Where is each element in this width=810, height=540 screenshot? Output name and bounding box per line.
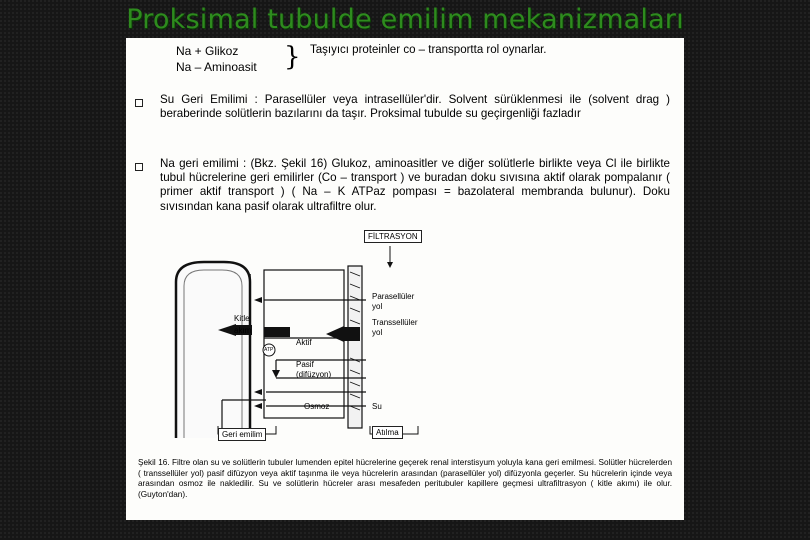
reabsorption-label: Geri emilim — [218, 428, 266, 441]
mass-flow-label-2: akım — [234, 326, 252, 335]
filtration-label: FİLTRASYON — [364, 230, 422, 243]
brace-symbol: } — [284, 42, 301, 72]
passive-label: Pasif — [296, 360, 314, 369]
water-reabsorption-text: Su Geri Emilimi : Parasellüler veya intrasellüler'dir. Solvent sürüklenmesi ile (solvent drag ) beraberinde solütlerin bazılarını da taşır. Proksimal tubulde su geçirgenliği fazladır — [160, 93, 670, 121]
scanned-page — [126, 38, 684, 520]
na-glucose-line: Na + Glikoz — [176, 44, 239, 58]
kidney-tubule-diagram — [126, 38, 684, 458]
osmosis-label: Osmoz — [304, 402, 330, 411]
paracellular-label: Parasellüler — [372, 292, 415, 301]
active-label: Aktif — [296, 338, 312, 347]
carrier-note: Taşıyıcı proteinler co – transportta rol oynarlar. — [310, 44, 547, 56]
excretion-label: Atılma — [372, 426, 403, 439]
transcellular-label: Transsellüler — [372, 318, 418, 327]
transcellular-path-label: yol — [372, 328, 383, 337]
mass-flow-label: Kitle — [234, 314, 250, 323]
atp-label: ATP — [264, 347, 274, 353]
paracellular-path-label: yol — [372, 302, 383, 311]
na-amino-line: Na – Aminoasit — [176, 60, 257, 74]
water-label: Su — [372, 402, 382, 411]
slide-title: Proksimal tubulde emilim mekanizmaları — [126, 4, 684, 35]
figure-caption: Şekil 16. Filtre olan su ve solütlerin tubuler lumenden epitel hücrelerine geçerek renal interstisyum yoluyla kana geri emilmesi. Solütler hücrelerden ( transsellüler yol) pasif difüzyon veya aktif taşınma ile veya hücrelerin arasından (parasellüler yol) difüzyonla geçerler. Su hücrelerin içinde veya arasından osmoz ile nakledilir. Su ve solütlerin hücreler arası mesafeden peritubuler kapillere geçmesi ultrafiltrasyon ( kitle akımı) ile olur.(Guyton'dan). — [138, 458, 672, 499]
diffusion-label: (difüzyon) — [296, 370, 332, 379]
na-reabsorption-text: Na geri emilimi : (Bkz. Şekil 16) Glukoz, aminoasitler ve diğer solütlerle birlikte veya Cl ile birlikte tubul hücrelerine geri emilirler (Co – transport ) ve buradan doku sıvısına aktif olarak pompalanır ( primer aktif transport ) ( Na – K ATPaz pompası = bazolateral membranda bulunur). Doku sıvısından kana pasif olarak ultrafiltre olur. — [160, 157, 670, 213]
